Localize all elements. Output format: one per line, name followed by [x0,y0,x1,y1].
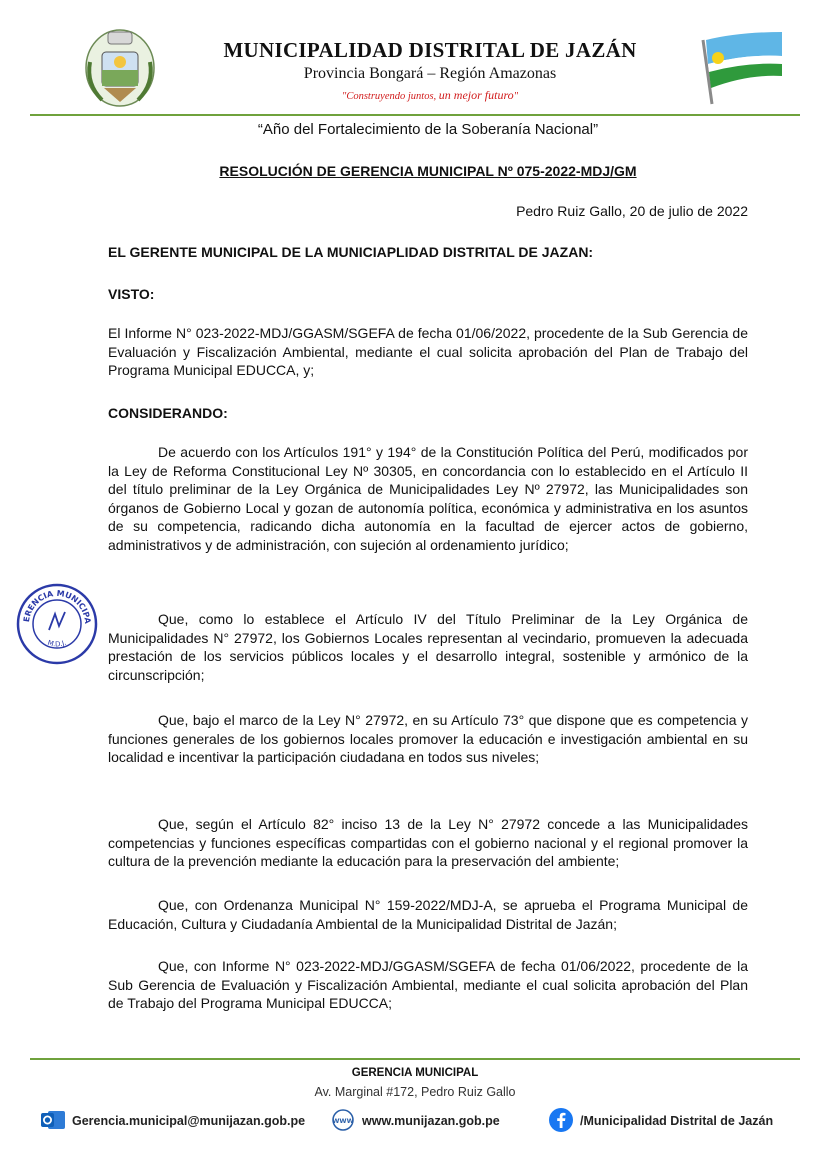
municipal-motto: "Construyendo juntos, un mejor futuro" [341,88,519,102]
footer-address: Av. Marginal #172, Pedro Ruiz Gallo [314,1085,516,1099]
svg-text:M.D.J. [47,639,68,649]
footer-email[interactable] [40,1110,305,1132]
footer-website[interactable] [330,1110,500,1132]
seal-text-top: ERENCIA MUNICIPA [21,588,93,625]
district-flag-logo [698,28,784,106]
visto-heading: VISTO: [108,286,155,302]
considerando-paragraph: Que, como lo establece el Artículo IV del Título Preliminar de la Ley Orgánica de Municipalidades N° 27972, los Gobiernos Locales representan al vecindario, promueven la adecuada prestación de los servicios públicos locales y el desarrollo integral, sostenible y armónico de la circunscripción; [108,611,748,683]
official-seal-stamp [15,582,99,666]
year-motto: “Año del Fortalecimiento de la Soberanía Nacional” [257,121,599,138]
footer-email-text: Gerencia.municipal@munijazan.gob.pe [72,1114,306,1128]
visto-paragraph: El Informe N° 023-2022-MDJ/GGASM/SGEFA de fecha 01/06/2022, procedente de la Sub Gerencia de Evaluación y Fiscalización Ambiental, mediante el cual solicita aprobación del Plan de Trabajo del Programa Municipal EDUCCA, y; [108,325,748,378]
resolution-title: RESOLUCIÓN DE GERENCIA MUNICIPAL Nº 075-2022-MDJ/GM [219,163,637,179]
province-region-subtitle: Provincia Bongará – Región Amazonas [303,65,557,82]
footer-divider [30,1058,800,1060]
considerando-paragraph: Que, según el Artículo 82° inciso 13 de la Ley N° 27972 concede a las Municipalidades competencias y funciones específicas compartidas con el gobierno nacional y el regional promover la cultura de la prevención mediante la educación para la preservación del ambiente; [108,816,748,869]
footer-facebook[interactable] [548,1110,773,1132]
outlook-mail-icon [40,1109,66,1134]
considerando-paragraph: Que, bajo el marco de la Ley N° 27972, en su Artículo 73° que dispone que es competencia y funciones generales de los gobiernos locales promover la educación e investigación ambiental en su localidad e incentivar la participación ciudadana en todos sus niveles; [108,712,748,765]
considerando-paragraph: Que, con Ordenanza Municipal N° 159-2022/MDJ-A, se aprueba el Programa Municipal de Educación, Cultura y Ciudadanía Ambiental de la Municipalidad Distrital de Jazán; [108,897,748,932]
footer-website-text: www.munijazan.gob.pe [362,1114,500,1128]
www-globe-icon [330,1109,356,1134]
footer-facebook-text: /Municipalidad Distrital de Jazán [580,1114,774,1128]
considerando-heading: CONSIDERANDO: [108,405,228,421]
issuer-heading: EL GERENTE MUNICIPAL DE LA MUNICIAPLIDAD DISTRITAL DE JAZAN: [108,244,594,260]
www-icon-label: WWW [332,1116,354,1125]
municipality-title: MUNICIPALIDAD DISTRITAL DE JAZÁN [223,38,637,62]
considerando-paragraph: De acuerdo con los Artículos 191° y 194° de la Constitución Política del Perú, modificados por la Ley de Reforma Constitucional Ley Nº 30305, en concordancia con lo establecido en el Artículo II del título preliminar de la Ley Orgánica de Municipalidades Ley Nº 27972, las Municipalidades son órganos de Gobierno Local y gozan de autonomía política, económica y administrativa en los asuntos de su competencia, radicando dicha autonomía en la facultad de ejercer actos de gobierno, administrativos y de administración, con sujeción al ordenamiento jurídico; [108,444,748,553]
date-line: Pedro Ruiz Gallo, 20 de julio de 2022 [516,203,748,219]
header-divider [30,114,800,116]
considerando-paragraph: Que, con Informe N° 023-2022-MDJ/GGASM/SGEFA de fecha 01/06/2022, procedente de la Sub Gerencia de Evaluación y Fiscalización Ambiental, mediante el cual solicita aprobación del Plan de Trabajo del Programa Municipal EDUCCA; [108,958,748,1011]
facebook-icon [548,1107,574,1136]
seal-text-bottom: M.D.J. [46,638,68,649]
footer-office-name: GERENCIA MUNICIPAL [351,1067,479,1079]
municipal-crest-logo [82,22,158,110]
